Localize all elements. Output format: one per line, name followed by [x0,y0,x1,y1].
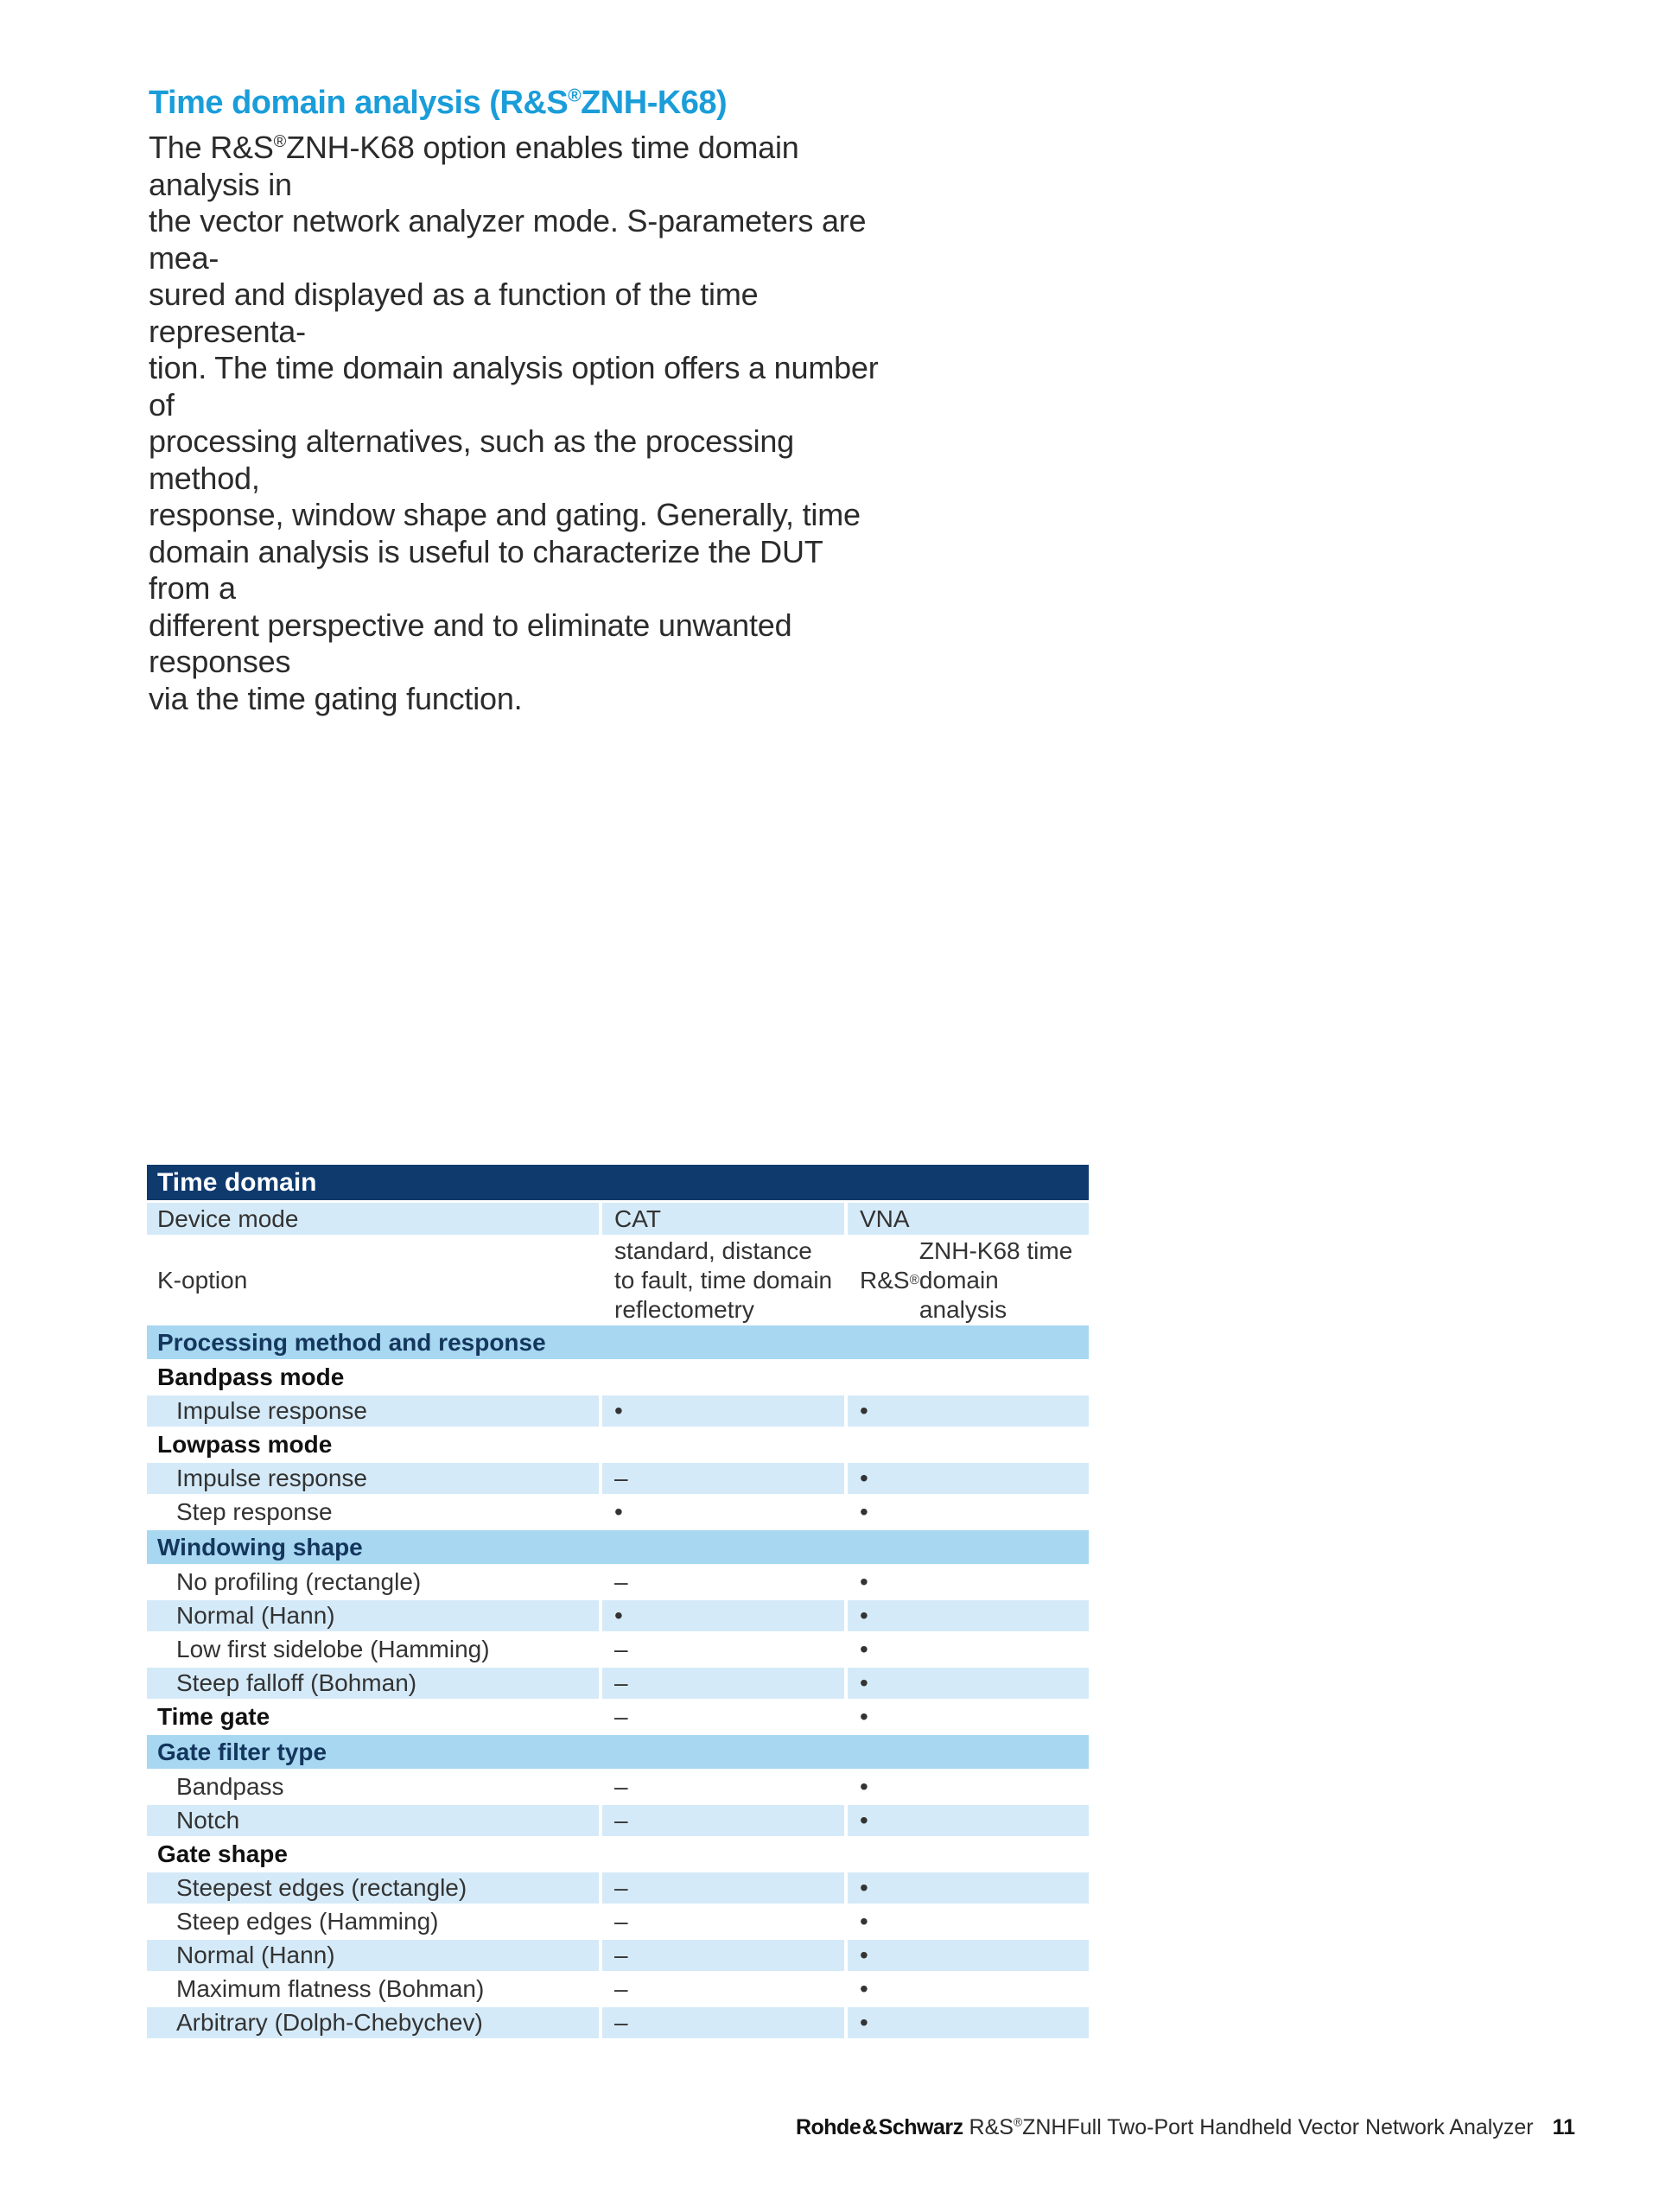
brand-wordmark: Rohde & Schwarz [795,2115,963,2139]
section-heading: Time domain analysis (R&S®ZNH-K68) [149,85,728,121]
vna-cell: • [848,1805,1089,1836]
vna-cell: • [848,2007,1089,2038]
row-label: No profiling (rectangle) [147,1567,599,1598]
spec-table [147,1165,1089,2041]
row-label: Steep falloff (Bohman) [147,1668,599,1699]
table-row [147,1395,1089,1427]
row-label: Maximum flatness (Bohman) [147,1974,599,2005]
row-label: Step response [147,1497,599,1528]
cat-cell: CAT [602,1203,844,1235]
cat-cell: – [602,1668,844,1699]
page-number: 11 [1552,2115,1575,2139]
vna-cell: R&S ® ZNH-K68 time domain analysis [848,1237,1089,1323]
row-label: Normal (Hann) [147,1940,599,1971]
vna-cell: VNA [848,1203,1089,1235]
table-row [147,1906,1089,1937]
vna-cell: • [848,1395,1089,1427]
row-label: K-option [147,1237,599,1323]
vna-cell: • [848,1668,1089,1699]
table-row [147,1872,1089,1904]
row-label: Bandpass [147,1771,599,1802]
vna-cell: • [848,1463,1089,1494]
table-row [147,1668,1089,1699]
row-label: Low first sidelobe (Hamming) [147,1634,599,1665]
table-subheader: Gate shape [147,1839,1089,1870]
vna-cell: • [848,1771,1089,1802]
cat-cell: – [602,2007,844,2038]
row-label: Steep edges (Hamming) [147,1906,599,1937]
cat-cell: – [602,1805,844,1836]
cat-cell: – [602,1567,844,1598]
footer-product-title: R&S®ZNHFull Two-Port Handheld Vector Network Analyzer [963,2115,1534,2139]
vna-cell: • [848,1906,1089,1937]
table-row [147,1600,1089,1631]
cat-cell: – [602,1974,844,2005]
row-label: Normal (Hann) [147,1600,599,1631]
table-row [147,1567,1089,1598]
table-subheader: Bandpass mode [147,1362,1089,1393]
cat-cell: – [602,1701,844,1732]
cat-cell: – [602,1634,844,1665]
table-row [147,1701,1089,1732]
table-section-header: Windowing shape [147,1530,1089,1564]
row-label: Arbitrary (Dolph-Chebychev) [147,2007,599,2038]
row-label: Impulse response [147,1395,599,1427]
intro-paragraph: The R&S®ZNH-K68 option enables time domain analysis in the vector network analyzer mode. S-parameters are mea- sured and displayed as a function of the time representa- tion. The time domain analysis option offers a number of processing alternatives, such as the processing method, response, window shape and gating. Generally, time domain analysis is useful to characterize the DUT from a different perspective and to eliminate unwanted responses via the time gating function. [149,130,879,716]
table-row [147,1634,1089,1665]
cat-cell: standard, distance to fault, time domain reflectometry [602,1237,844,1323]
table-row [147,1203,1089,1235]
cat-cell: – [602,1940,844,1971]
row-label: Device mode [147,1203,599,1235]
table-row [147,2007,1089,2038]
vna-cell: • [848,1567,1089,1598]
row-label: Notch [147,1805,599,1836]
row-label: Time gate [147,1701,599,1732]
cat-cell: – [602,1872,844,1904]
table-subheader: Lowpass mode [147,1429,1089,1460]
table-row [147,1237,1089,1323]
cat-cell: – [602,1771,844,1802]
cat-cell: – [602,1906,844,1937]
vna-cell: • [848,1600,1089,1631]
vna-cell: • [848,1497,1089,1528]
vna-cell: • [848,1974,1089,2005]
cat-cell: • [602,1497,844,1528]
table-row [147,1463,1089,1494]
page-footer [796,2115,1575,2140]
table-rows [147,1203,1089,2038]
table-section-header: Gate filter type [147,1735,1089,1769]
table-row [147,1974,1089,2005]
vna-cell: • [848,1872,1089,1904]
vna-cell: • [848,1701,1089,1732]
vna-cell: • [848,1634,1089,1665]
table-title-bar: Time domain [147,1165,1089,1200]
row-label: Steepest edges (rectangle) [147,1872,599,1904]
table-row [147,1497,1089,1528]
cat-cell: • [602,1395,844,1427]
table-row [147,1805,1089,1836]
table-row [147,1771,1089,1802]
row-label: Impulse response [147,1463,599,1494]
table-section-header: Processing method and response [147,1325,1089,1359]
cat-cell: • [602,1600,844,1631]
table-row [147,1940,1089,1971]
vna-cell: • [848,1940,1089,1971]
cat-cell: – [602,1463,844,1494]
